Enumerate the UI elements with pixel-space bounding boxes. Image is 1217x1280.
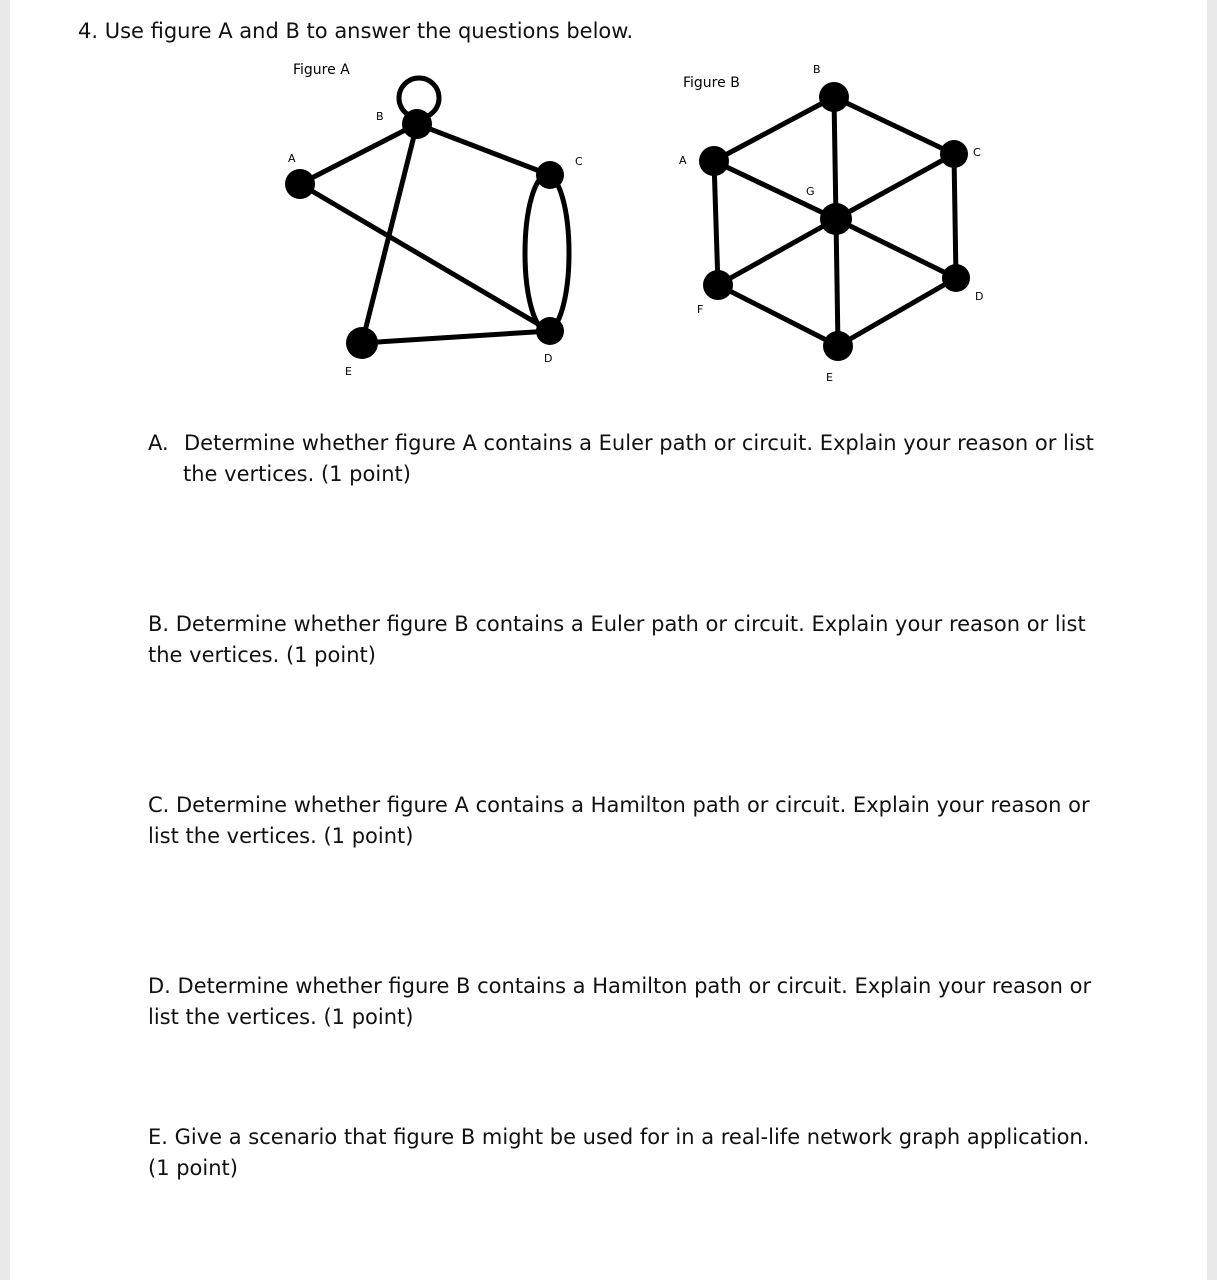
figure-a [285,62,583,378]
question-a-line2: the vertices. (1 point) [183,462,411,486]
question-c [148,790,1138,852]
figure-b-edge-de [838,278,956,346]
question-d-line1: D. Determine whether figure B contains a Hamilton path or circuit. Explain your reason or [148,974,1092,998]
figure-a-edge-be [362,124,417,343]
figure-a-label-c: C [575,155,583,168]
question-c-line1: C. Determine whether figure A contains a Hamilton path or circuit. Explain your reason or [148,793,1090,817]
figure-a-edge-ad [300,184,550,331]
figure-b-vertex-g [820,203,852,235]
figure-b-label-e: E [826,371,833,384]
figure-a-vertex-d [536,317,564,345]
figure-a-vertex-c [536,161,564,189]
figure-a-label-b: B [376,110,384,123]
question-b [148,609,1138,671]
question-d-line2: list the vertices. (1 point) [148,1005,414,1029]
figure-b-label-b: B [813,63,821,76]
figure-b-edge-bc [834,97,954,154]
figure-b-edge-ab [714,97,834,161]
question-d [148,971,1138,1033]
figure-b-vertex-b [819,82,849,112]
question-e-line2: (1 point) [148,1156,238,1180]
figure-a-vertex-a [285,169,315,199]
figure-b-vertex-f [703,270,733,300]
figure-b-edge-ag [714,161,836,219]
figure-b-edge-bg [834,97,836,219]
figure-a-edges-cd-double [525,175,569,331]
question-a [148,428,1138,490]
figure-b-label-c: C [973,146,981,159]
question-a-line1: Determine whether figure A contains a Euler path or circuit. Explain your reason or list [184,431,1094,455]
figure-a-edge-bc [417,124,550,175]
figure-b-vertex-a [699,146,729,176]
question-a-label: A. [148,431,169,455]
figure-b-vertex-c [940,140,968,168]
question-e [148,1122,1138,1184]
figure-b-label-a: A [679,154,687,167]
figure-b-edge-cd [954,154,956,278]
figure-a-vertex-b [402,109,432,139]
figure-b-edge-ge [836,219,838,346]
figure-b-edge-cg [836,154,954,219]
figure-b-vertex-e [823,331,853,361]
worksheet-page [10,0,1207,1280]
question-heading: 4. Use figure A and B to answer the questions below. [78,19,634,43]
figure-a-label-d: D [544,352,553,365]
figure-a-title: Figure A [293,62,350,78]
figure-b [679,63,983,384]
figure-a-edge-ed [362,331,550,343]
question-b-line2: the vertices. (1 point) [148,643,376,667]
figure-a-label-e: E [345,365,352,378]
question-e-line1: E. Give a scenario that figure B might be used for in a real-life network graph application. [148,1125,1090,1149]
figure-b-vertex-d [942,264,970,292]
figure-b-label-d: D [975,290,984,303]
figure-b-label-f: F [697,303,704,316]
figure-b-edge-dg [836,219,956,278]
figure-b-edge-fe [718,285,838,346]
figure-b-edge-af [714,161,718,285]
figure-a-vertex-e [346,327,378,359]
figures-canvas [10,0,1207,420]
figure-b-title: Figure B [683,75,740,91]
question-c-line2: list the vertices. (1 point) [148,824,414,848]
figure-a-edge-ab [300,124,417,184]
figure-b-edge-fg [718,219,836,285]
figure-a-label-a: A [288,152,296,165]
question-b-line1: B. Determine whether figure B contains a Euler path or circuit. Explain your reason or list [148,612,1086,636]
figure-b-label-g: G [806,185,815,198]
